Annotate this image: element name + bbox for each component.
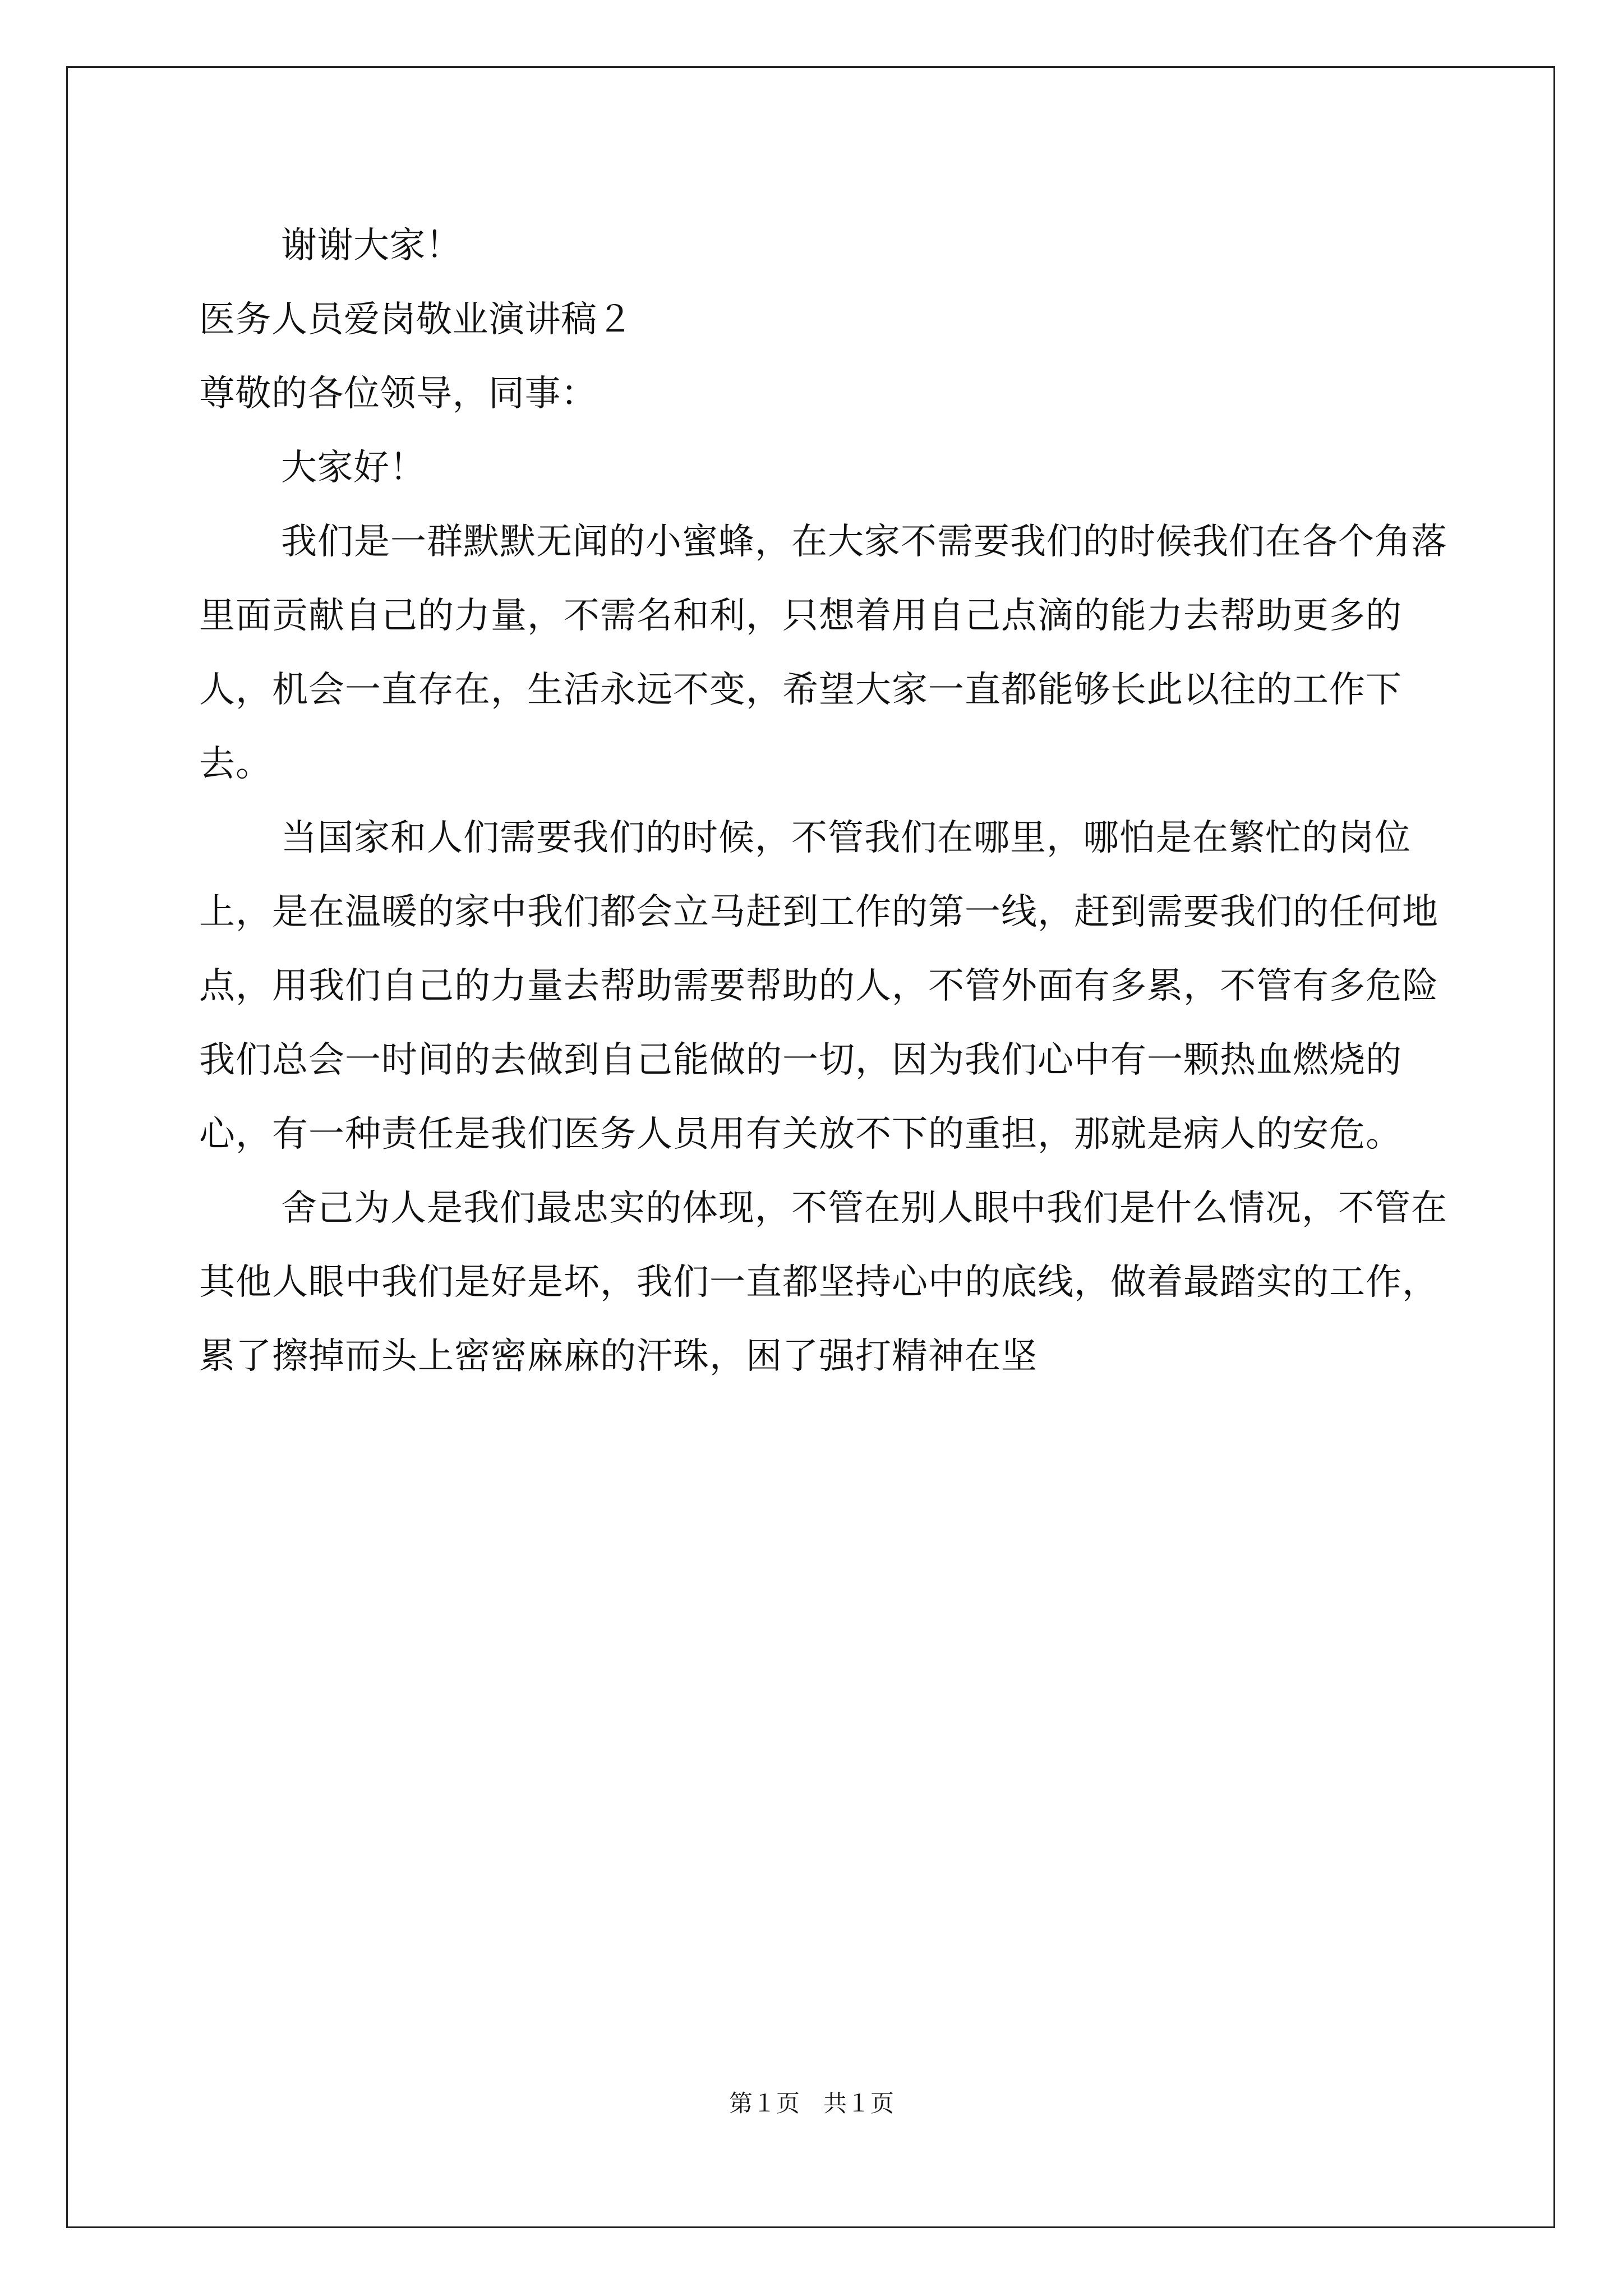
- greeting: 大家好！: [281, 447, 426, 489]
- page-footer: 第１页 共１页: [728, 2090, 894, 2117]
- paragraph-3: 舍己为人是我们最忠实的体现，不管在别人眼中我们是什么情况，不管在其他人眼中我们是好是坏，我们一直都坚持心中的底线，做着最踏实的工作，累了擦掉而头上密密麻麻的汗珠，困了强打精神在坚: [199, 1188, 1447, 1377]
- document-body: [199, 209, 1455, 1393]
- paragraph-2: 当国家和人们需要我们的时候，不管我们在哪里，哪怕是在繁忙的岗位上，是在温暖的家中我们都会立马赶到工作的第一线，赶到需要我们的任何地点，用我们自己的力量去帮助需要帮助的人，不管外面有多累，不管有多危险我们总会一时间的去做到自己能做的一切，因为我们心中有一颗热血燃烧的心，有一种责任是我们医务人员用有关放不下的重担，那就是病人的安危。: [199, 817, 1438, 1155]
- salutation: 尊敬的各位领导，同事：: [199, 373, 597, 415]
- paragraph-1: 我们是一群默默无闻的小蜜蜂，在大家不需要我们的时候我们在各个角落里面贡献自己的力量，不需名和利，只想着用自己点滴的能力去帮助更多的人，机会一直存在，生活永远不变，希望大家一直都能够长此以往的工作下去。: [199, 521, 1447, 785]
- document-title: 医务人员爱岗敬业演讲稿２: [199, 299, 633, 341]
- closing-line: 谢谢大家！: [281, 225, 462, 266]
